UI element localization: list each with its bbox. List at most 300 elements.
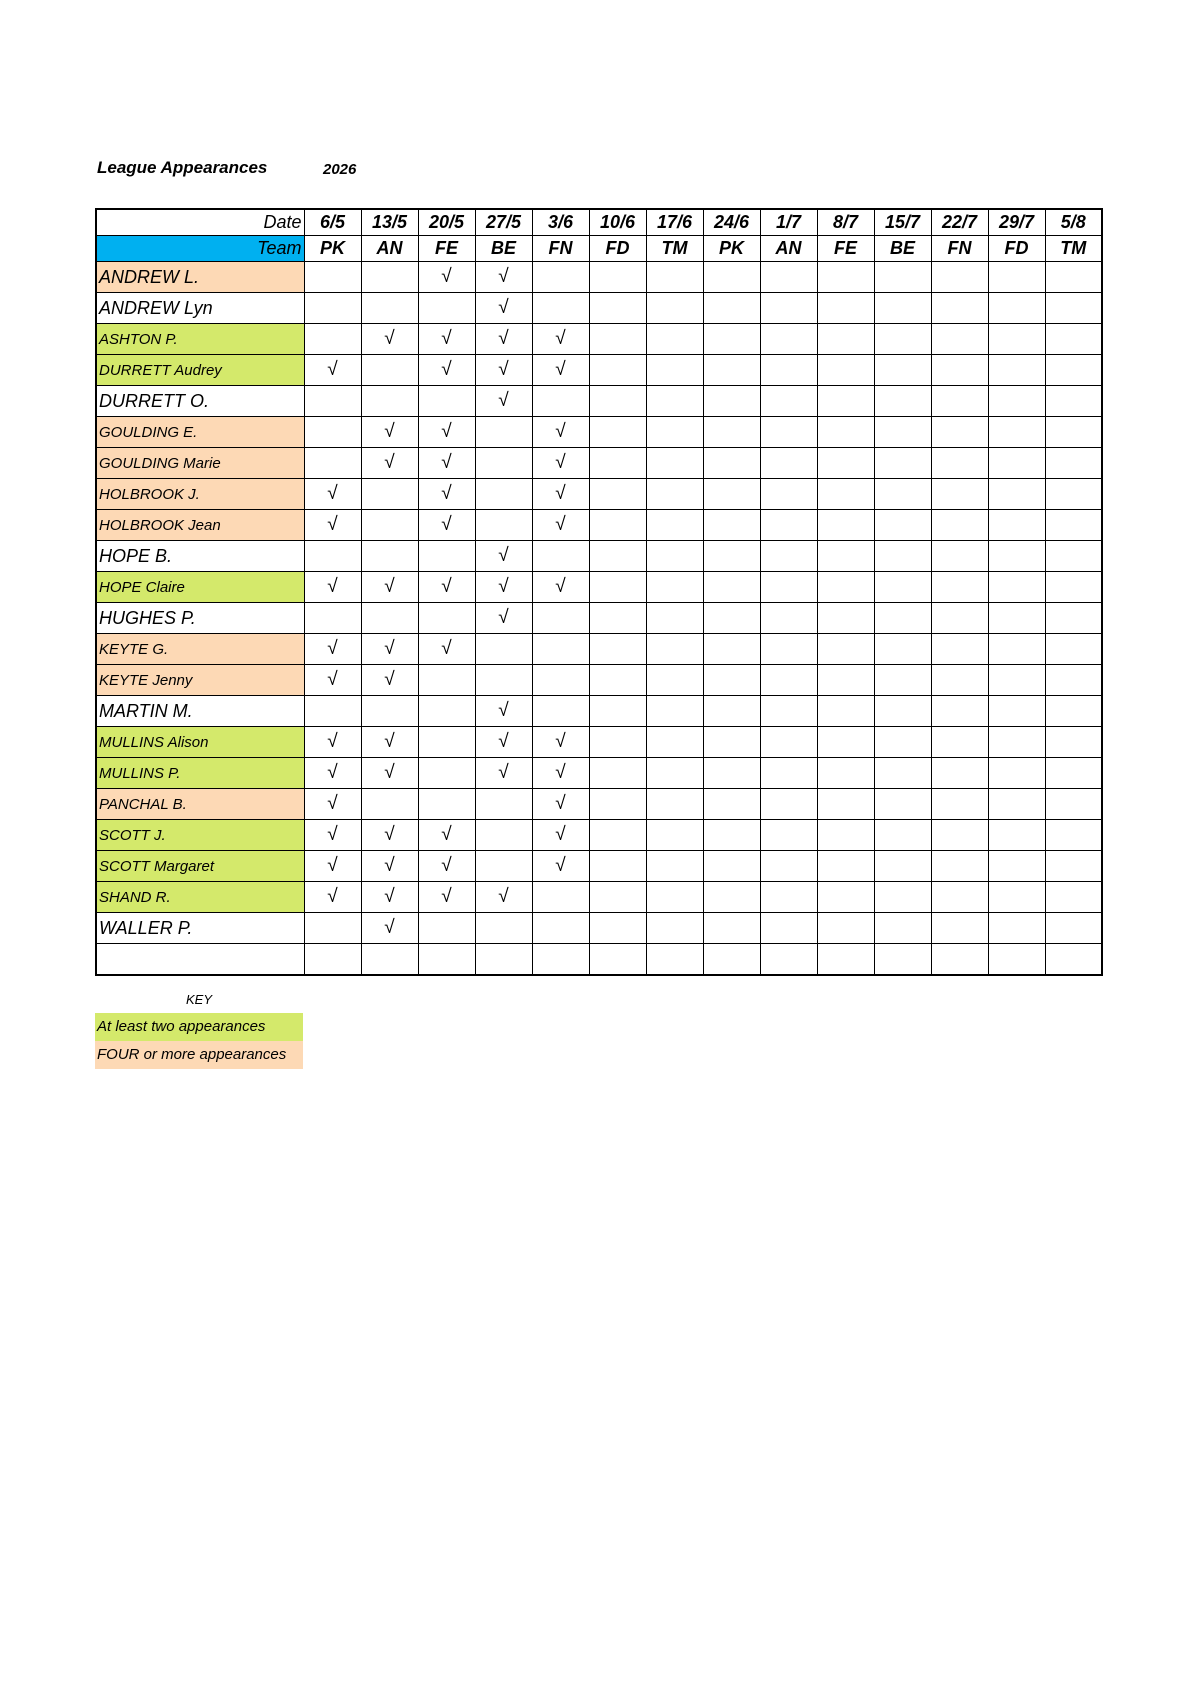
appearance-cell bbox=[532, 293, 589, 324]
appearance-cell bbox=[589, 324, 646, 355]
table-row bbox=[96, 882, 1102, 913]
appearance-cell bbox=[817, 944, 874, 976]
player-name: HOLBROOK J. bbox=[96, 479, 304, 510]
appearance-cell: √ bbox=[361, 572, 418, 603]
appearance-cell bbox=[874, 665, 931, 696]
appearance-cell bbox=[988, 665, 1045, 696]
appearance-cell bbox=[304, 262, 361, 293]
table-row bbox=[96, 417, 1102, 448]
date-header-row bbox=[96, 209, 1102, 236]
table-row bbox=[96, 355, 1102, 386]
appearance-cell bbox=[874, 262, 931, 293]
appearance-cell: √ bbox=[418, 851, 475, 882]
appearance-cell: √ bbox=[304, 882, 361, 913]
player-name: ANDREW Lyn bbox=[96, 293, 304, 324]
appearance-cell bbox=[760, 293, 817, 324]
table-row bbox=[96, 479, 1102, 510]
appearance-cell bbox=[589, 913, 646, 944]
appearance-cell bbox=[646, 665, 703, 696]
appearance-cell bbox=[361, 293, 418, 324]
appearance-cell bbox=[988, 262, 1045, 293]
appearance-cell bbox=[874, 758, 931, 789]
appearance-cell bbox=[1045, 913, 1102, 944]
table-row bbox=[96, 603, 1102, 634]
appearance-cell bbox=[1045, 944, 1102, 976]
appearance-cell bbox=[703, 696, 760, 727]
appearance-cell: √ bbox=[418, 417, 475, 448]
appearance-cell: √ bbox=[304, 510, 361, 541]
appearance-cell bbox=[532, 696, 589, 727]
appearance-cell bbox=[589, 634, 646, 665]
appearance-cell bbox=[589, 417, 646, 448]
appearance-cell bbox=[589, 696, 646, 727]
appearance-cell bbox=[931, 572, 988, 603]
appearance-cell bbox=[760, 324, 817, 355]
key-orange-item: FOUR or more appearances bbox=[95, 1041, 303, 1069]
appearance-cell bbox=[760, 789, 817, 820]
appearance-cell bbox=[874, 417, 931, 448]
appearance-cell bbox=[703, 944, 760, 976]
player-name: SCOTT J. bbox=[96, 820, 304, 851]
appearance-cell bbox=[703, 355, 760, 386]
appearance-cell bbox=[532, 262, 589, 293]
appearance-cell bbox=[532, 386, 589, 417]
appearance-cell bbox=[646, 820, 703, 851]
key-label: KEY bbox=[186, 992, 213, 1007]
team-cell: FE bbox=[817, 236, 874, 262]
appearance-cell bbox=[532, 541, 589, 572]
appearance-cell: √ bbox=[475, 696, 532, 727]
appearance-cell: √ bbox=[361, 913, 418, 944]
appearance-cell bbox=[988, 634, 1045, 665]
appearance-cell bbox=[475, 851, 532, 882]
appearance-cell bbox=[931, 355, 988, 386]
table-row bbox=[96, 293, 1102, 324]
appearance-cell bbox=[874, 603, 931, 634]
appearance-cell bbox=[418, 293, 475, 324]
team-cell: AN bbox=[760, 236, 817, 262]
appearance-cell: √ bbox=[475, 727, 532, 758]
appearance-cell bbox=[703, 882, 760, 913]
appearance-cell bbox=[646, 355, 703, 386]
appearance-cell bbox=[589, 789, 646, 820]
appearance-cell bbox=[589, 510, 646, 541]
appearance-cell bbox=[817, 293, 874, 324]
appearance-cell bbox=[703, 324, 760, 355]
page-title: League Appearances bbox=[97, 158, 268, 177]
appearance-cell bbox=[475, 665, 532, 696]
appearance-cell bbox=[475, 944, 532, 976]
team-cell: BE bbox=[874, 236, 931, 262]
appearance-cell bbox=[874, 541, 931, 572]
appearance-cell: √ bbox=[418, 820, 475, 851]
appearance-cell bbox=[475, 789, 532, 820]
appearance-cell bbox=[418, 913, 475, 944]
appearance-cell bbox=[1045, 324, 1102, 355]
appearance-cell bbox=[760, 572, 817, 603]
appearance-cell bbox=[361, 944, 418, 976]
appearance-cell bbox=[361, 355, 418, 386]
appearance-cell bbox=[817, 665, 874, 696]
appearance-cell bbox=[1045, 448, 1102, 479]
appearance-cell bbox=[304, 448, 361, 479]
appearance-cell: √ bbox=[304, 820, 361, 851]
appearance-cell bbox=[703, 448, 760, 479]
appearance-cell bbox=[817, 789, 874, 820]
player-name: GOULDING E. bbox=[96, 417, 304, 448]
table-row bbox=[96, 262, 1102, 293]
appearance-cell bbox=[703, 634, 760, 665]
appearance-cell: √ bbox=[475, 324, 532, 355]
appearance-cell bbox=[874, 448, 931, 479]
table-row bbox=[96, 727, 1102, 758]
appearance-cell bbox=[988, 479, 1045, 510]
appearance-cell bbox=[361, 696, 418, 727]
appearance-cell bbox=[931, 851, 988, 882]
date-cell: 15/7 bbox=[874, 209, 931, 236]
appearance-cell bbox=[589, 882, 646, 913]
appearance-cell bbox=[703, 386, 760, 417]
player-name: DURRETT O. bbox=[96, 386, 304, 417]
appearance-cell bbox=[760, 386, 817, 417]
appearance-cell bbox=[589, 665, 646, 696]
appearance-cell bbox=[589, 293, 646, 324]
appearance-cell bbox=[703, 913, 760, 944]
appearance-cell bbox=[874, 634, 931, 665]
appearance-cell bbox=[1045, 417, 1102, 448]
table-row bbox=[96, 386, 1102, 417]
team-cell: FD bbox=[988, 236, 1045, 262]
appearance-cell bbox=[874, 386, 931, 417]
appearance-cell bbox=[589, 758, 646, 789]
appearance-cell bbox=[304, 944, 361, 976]
table-row bbox=[96, 820, 1102, 851]
appearance-cell bbox=[817, 479, 874, 510]
appearance-cell bbox=[817, 262, 874, 293]
appearance-cell bbox=[361, 262, 418, 293]
appearance-cell bbox=[361, 603, 418, 634]
appearance-cell bbox=[1045, 851, 1102, 882]
season-year: 2026 bbox=[323, 161, 357, 178]
appearance-cell bbox=[589, 820, 646, 851]
appearance-cell bbox=[589, 262, 646, 293]
appearance-cell: √ bbox=[532, 448, 589, 479]
player-name: GOULDING Marie bbox=[96, 448, 304, 479]
player-name: KEYTE G. bbox=[96, 634, 304, 665]
appearance-cell bbox=[304, 913, 361, 944]
appearance-cell bbox=[703, 572, 760, 603]
appearance-cell bbox=[646, 386, 703, 417]
appearance-cell bbox=[589, 944, 646, 976]
player-name: KEYTE Jenny bbox=[96, 665, 304, 696]
appearance-cell: √ bbox=[361, 758, 418, 789]
team-cell: BE bbox=[475, 236, 532, 262]
appearance-cell bbox=[475, 820, 532, 851]
appearance-cell bbox=[931, 510, 988, 541]
appearance-cell bbox=[760, 820, 817, 851]
player-name: SHAND R. bbox=[96, 882, 304, 913]
appearance-cell: √ bbox=[304, 727, 361, 758]
appearance-cell: √ bbox=[418, 262, 475, 293]
appearance-cell bbox=[1045, 541, 1102, 572]
appearance-cell bbox=[703, 293, 760, 324]
key-green-item: At least two appearances bbox=[95, 1013, 303, 1041]
appearance-cell: √ bbox=[418, 355, 475, 386]
date-cell: 13/5 bbox=[361, 209, 418, 236]
appearance-cell bbox=[874, 510, 931, 541]
appearance-cell: √ bbox=[304, 665, 361, 696]
appearance-cell bbox=[475, 417, 532, 448]
player-name: SCOTT Margaret bbox=[96, 851, 304, 882]
appearance-cell bbox=[646, 262, 703, 293]
appearance-cell bbox=[760, 913, 817, 944]
appearance-cell bbox=[931, 882, 988, 913]
player-name: MULLINS Alison bbox=[96, 727, 304, 758]
player-name: ANDREW L. bbox=[96, 262, 304, 293]
appearance-cell bbox=[817, 851, 874, 882]
appearance-cell bbox=[988, 293, 1045, 324]
appearance-cell bbox=[874, 293, 931, 324]
player-name: MULLINS P. bbox=[96, 758, 304, 789]
appearance-cell bbox=[646, 944, 703, 976]
appearance-cell bbox=[475, 448, 532, 479]
appearance-cell: √ bbox=[304, 479, 361, 510]
appearance-cell bbox=[874, 851, 931, 882]
appearance-cell bbox=[703, 851, 760, 882]
appearance-cell: √ bbox=[532, 510, 589, 541]
appearance-cell bbox=[1045, 758, 1102, 789]
appearance-cell bbox=[931, 727, 988, 758]
date-cell: 24/6 bbox=[703, 209, 760, 236]
appearance-cell bbox=[760, 541, 817, 572]
appearance-cell bbox=[703, 727, 760, 758]
appearance-cell bbox=[589, 355, 646, 386]
player-name: PANCHAL B. bbox=[96, 789, 304, 820]
appearance-cell: √ bbox=[361, 448, 418, 479]
date-cell: 29/7 bbox=[988, 209, 1045, 236]
appearance-cell: √ bbox=[532, 572, 589, 603]
appearance-cell: √ bbox=[361, 634, 418, 665]
appearance-cell bbox=[931, 479, 988, 510]
team-cell: PK bbox=[703, 236, 760, 262]
appearance-cell bbox=[817, 603, 874, 634]
appearance-cell: √ bbox=[418, 448, 475, 479]
appearance-cell: √ bbox=[532, 324, 589, 355]
appearance-cell bbox=[931, 634, 988, 665]
appearance-cell bbox=[304, 541, 361, 572]
appearance-cell bbox=[475, 510, 532, 541]
table-row bbox=[96, 572, 1102, 603]
table-row bbox=[96, 324, 1102, 355]
appearance-cell bbox=[760, 944, 817, 976]
appearance-cell: √ bbox=[532, 851, 589, 882]
appearance-cell bbox=[361, 386, 418, 417]
appearance-cell bbox=[304, 603, 361, 634]
appearance-cell bbox=[988, 882, 1045, 913]
table-row bbox=[96, 448, 1102, 479]
appearance-cell bbox=[1045, 479, 1102, 510]
team-cell: AN bbox=[361, 236, 418, 262]
appearance-cell bbox=[988, 820, 1045, 851]
appearance-cell bbox=[874, 789, 931, 820]
appearance-cell bbox=[817, 758, 874, 789]
appearance-cell bbox=[589, 448, 646, 479]
appearance-cell: √ bbox=[475, 882, 532, 913]
appearance-cell bbox=[646, 324, 703, 355]
appearance-cell bbox=[988, 851, 1045, 882]
appearance-cell bbox=[760, 262, 817, 293]
appearance-cell: √ bbox=[475, 355, 532, 386]
appearance-cell bbox=[703, 665, 760, 696]
appearance-cell bbox=[988, 417, 1045, 448]
appearance-cell bbox=[646, 696, 703, 727]
appearance-cell bbox=[703, 417, 760, 448]
appearance-cell bbox=[418, 789, 475, 820]
appearance-cell bbox=[418, 944, 475, 976]
appearance-cell bbox=[817, 727, 874, 758]
appearance-cell: √ bbox=[475, 293, 532, 324]
date-cell: 3/6 bbox=[532, 209, 589, 236]
table-row bbox=[96, 789, 1102, 820]
appearance-cell bbox=[874, 479, 931, 510]
appearance-cell bbox=[931, 696, 988, 727]
appearance-cell bbox=[817, 820, 874, 851]
team-cell: TM bbox=[1045, 236, 1102, 262]
appearance-cell: √ bbox=[475, 758, 532, 789]
appearance-cell bbox=[646, 789, 703, 820]
player-name: WALLER P. bbox=[96, 913, 304, 944]
appearance-cell bbox=[361, 541, 418, 572]
team-cell: PK bbox=[304, 236, 361, 262]
appearance-cell bbox=[589, 603, 646, 634]
appearances-table bbox=[95, 208, 1103, 976]
appearance-cell bbox=[703, 510, 760, 541]
appearance-cell: √ bbox=[475, 572, 532, 603]
appearance-cell bbox=[532, 913, 589, 944]
player-name: MARTIN M. bbox=[96, 696, 304, 727]
team-cell: FE bbox=[418, 236, 475, 262]
appearance-cell: √ bbox=[418, 882, 475, 913]
appearance-cell bbox=[760, 479, 817, 510]
player-name: ASHTON P. bbox=[96, 324, 304, 355]
appearance-cell bbox=[646, 913, 703, 944]
appearance-cell: √ bbox=[304, 355, 361, 386]
appearance-cell: √ bbox=[361, 727, 418, 758]
appearance-cell bbox=[646, 448, 703, 479]
appearance-cell bbox=[931, 603, 988, 634]
appearance-cell bbox=[760, 634, 817, 665]
date-cell: 27/5 bbox=[475, 209, 532, 236]
appearance-cell: √ bbox=[361, 324, 418, 355]
appearance-cell bbox=[817, 882, 874, 913]
appearance-cell bbox=[589, 479, 646, 510]
appearance-cell bbox=[703, 479, 760, 510]
player-name: HOPE Claire bbox=[96, 572, 304, 603]
appearance-cell bbox=[874, 727, 931, 758]
appearance-cell bbox=[1045, 355, 1102, 386]
appearance-cell bbox=[931, 448, 988, 479]
appearance-cell bbox=[646, 479, 703, 510]
appearance-cell bbox=[817, 696, 874, 727]
appearance-cell bbox=[931, 758, 988, 789]
appearance-cell bbox=[988, 603, 1045, 634]
appearance-cell bbox=[931, 293, 988, 324]
appearance-cell bbox=[760, 355, 817, 386]
appearance-cell bbox=[760, 851, 817, 882]
appearance-cell bbox=[361, 510, 418, 541]
appearance-cell bbox=[988, 324, 1045, 355]
date-cell: 20/5 bbox=[418, 209, 475, 236]
appearance-cell: √ bbox=[475, 262, 532, 293]
appearance-cell: √ bbox=[304, 758, 361, 789]
appearance-cell: √ bbox=[361, 851, 418, 882]
appearance-cell bbox=[760, 603, 817, 634]
appearance-cell bbox=[532, 665, 589, 696]
appearance-cell bbox=[703, 820, 760, 851]
appearance-cell bbox=[931, 386, 988, 417]
appearance-cell: √ bbox=[304, 851, 361, 882]
table-row bbox=[96, 541, 1102, 572]
appearance-cell bbox=[817, 448, 874, 479]
appearance-cell: √ bbox=[475, 541, 532, 572]
date-cell: 6/5 bbox=[304, 209, 361, 236]
appearance-cell: √ bbox=[532, 820, 589, 851]
appearance-cell bbox=[817, 541, 874, 572]
date-cell: 22/7 bbox=[931, 209, 988, 236]
appearance-cell bbox=[874, 324, 931, 355]
appearance-cell bbox=[874, 572, 931, 603]
appearance-cell: √ bbox=[475, 603, 532, 634]
appearance-cell bbox=[988, 386, 1045, 417]
appearance-cell bbox=[589, 851, 646, 882]
appearance-cell bbox=[589, 386, 646, 417]
appearance-cell bbox=[646, 293, 703, 324]
team-cell: FN bbox=[532, 236, 589, 262]
appearance-cell bbox=[532, 603, 589, 634]
appearance-cell bbox=[760, 448, 817, 479]
date-cell: 10/6 bbox=[589, 209, 646, 236]
appearance-cell bbox=[817, 572, 874, 603]
appearance-cell bbox=[1045, 293, 1102, 324]
appearance-cell bbox=[646, 541, 703, 572]
appearance-cell bbox=[1045, 789, 1102, 820]
table-row bbox=[96, 913, 1102, 944]
player-name bbox=[96, 944, 304, 976]
appearance-cell bbox=[988, 448, 1045, 479]
appearance-cell: √ bbox=[361, 882, 418, 913]
appearance-cell: √ bbox=[532, 758, 589, 789]
appearance-cell bbox=[760, 727, 817, 758]
player-name: HOLBROOK Jean bbox=[96, 510, 304, 541]
appearance-cell bbox=[304, 386, 361, 417]
appearance-cell: √ bbox=[304, 572, 361, 603]
appearance-cell bbox=[874, 355, 931, 386]
appearance-cell bbox=[418, 696, 475, 727]
appearance-cell bbox=[988, 355, 1045, 386]
appearance-cell bbox=[1045, 603, 1102, 634]
player-name: HOPE B. bbox=[96, 541, 304, 572]
appearance-cell bbox=[988, 758, 1045, 789]
player-name: HUGHES P. bbox=[96, 603, 304, 634]
appearance-cell: √ bbox=[418, 572, 475, 603]
appearance-cell bbox=[304, 324, 361, 355]
appearance-cell bbox=[988, 944, 1045, 976]
appearance-cell bbox=[931, 417, 988, 448]
appearance-cell bbox=[931, 944, 988, 976]
appearance-cell: √ bbox=[532, 417, 589, 448]
appearance-cell: √ bbox=[532, 479, 589, 510]
player-name: DURRETT Audrey bbox=[96, 355, 304, 386]
